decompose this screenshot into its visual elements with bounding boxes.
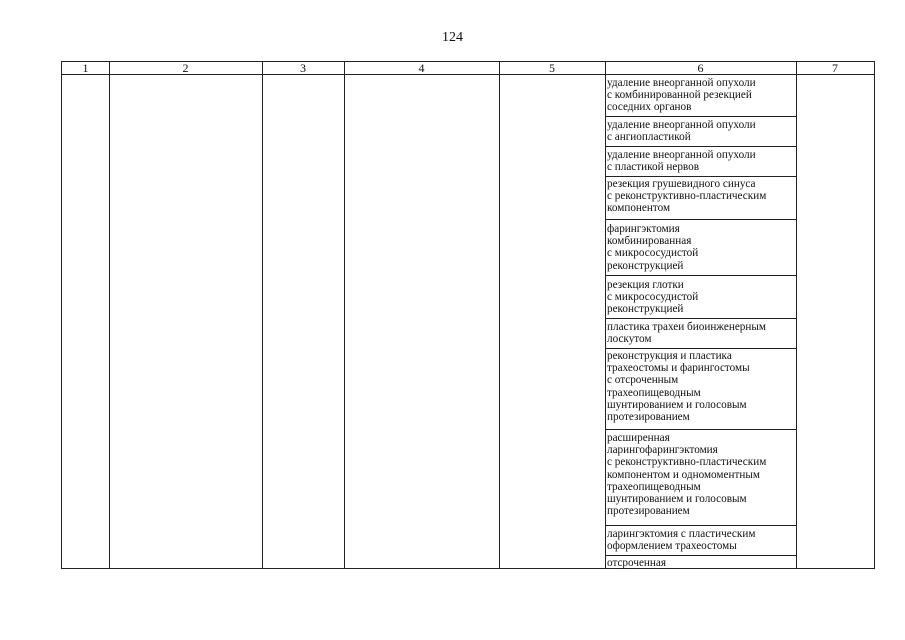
column-divider <box>109 62 110 568</box>
header-col-3: 3 <box>300 61 306 75</box>
header-col-2: 2 <box>182 61 189 75</box>
list-item: удаление внеорганной опухоли с комбинированной резекцией соседних органов <box>605 77 796 117</box>
list-item: расширенная ларингофарингэктомия с реконструктивно-пластическим компонентом и одномоментным трахеопищеводным шунтированием и голосовым протезированием <box>605 432 796 526</box>
list-item: фарингэктомия комбинированная с микрососудистой реконструкцией <box>605 223 796 276</box>
column-divider <box>796 62 797 568</box>
header-col-6: 6 <box>697 61 704 75</box>
procedures-table <box>61 61 875 569</box>
page-number: 124 <box>442 30 463 45</box>
header-col-4: 4 <box>418 61 425 75</box>
list-item: ларингэктомия с пластическим оформлением трахеостомы <box>605 528 796 556</box>
list-item: резекция грушевидного синуса с реконструктивно-пластическим компонентом <box>605 178 796 220</box>
list-item: удаление внеорганной опухоли с ангиопластикой <box>605 119 796 147</box>
header-col-7: 7 <box>832 61 838 75</box>
header-col-1: 1 <box>82 61 89 75</box>
column-divider <box>499 62 500 568</box>
table-header-row <box>62 62 874 75</box>
column-divider <box>262 62 263 568</box>
column-divider <box>344 62 345 568</box>
list-item: реконструкция и пластика трахеостомы и фарингостомы с отсроченным трахеопищеводным шунтированием и голосовым протезированием <box>605 350 796 430</box>
list-item: пластика трахеи биоинженерным лоскутом <box>605 321 796 349</box>
list-item: резекция глотки с микрососудистой реконструкцией <box>605 279 796 319</box>
list-item: удаление внеорганной опухоли с пластикой нервов <box>605 149 796 177</box>
list-item: отсроченная <box>607 557 667 569</box>
header-col-5: 5 <box>549 61 555 75</box>
